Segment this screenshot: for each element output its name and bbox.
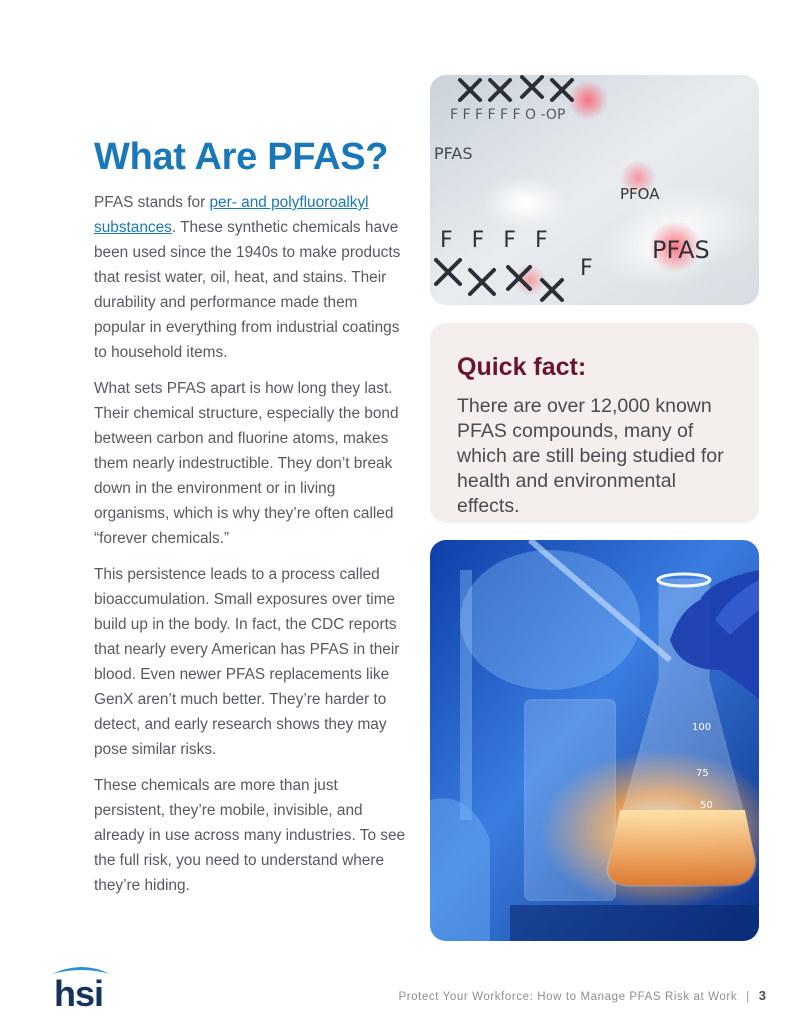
- quick-fact-text: There are over 12,000 known PFAS compounds, many of which are still being studied for health and environmental effects.: [457, 395, 724, 517]
- flask-mark-50: 50: [700, 800, 713, 811]
- paragraph-conclusion: These chemicals are more than just persistent, they’re mobile, invisible, and already in use across many industries. To see the full risk, you need to understand where they’re hiding.: [94, 777, 406, 894]
- quick-fact-title: Quick fact:: [457, 353, 587, 381]
- page-footer: [398, 988, 766, 1003]
- hsi-logo: [48, 962, 114, 1010]
- pfas-label-2: PFAS: [652, 236, 710, 264]
- footer-separator: |: [746, 991, 750, 1003]
- lab-flask-illustration: [430, 540, 759, 941]
- page-title: What Are PFAS?: [94, 136, 389, 178]
- page-number: 3: [758, 988, 766, 1003]
- quick-fact-card: [430, 323, 759, 523]
- flask-mark-75: 75: [696, 768, 709, 779]
- pfoa-label: PFOA: [620, 185, 660, 203]
- f-row-text-3: F: [580, 256, 593, 281]
- paragraph-persistence: What sets PFAS apart is how long they last. Their chemical structure, especially the bond between carbon and fluorine atoms, makes them nearly indestructible. They don’t break down in the environment or in living organisms, which is why they’re often called “forever chemicals.”: [94, 380, 399, 547]
- pfas-molecule-image: [430, 75, 759, 305]
- pfas-definition-link[interactable]: per- and polyfluoroalkyl substances: [94, 194, 369, 236]
- flask-mark-100: 100: [692, 722, 712, 733]
- footer-document-title: Protect Your Workforce: How to Manage PFAS Risk at Work: [398, 991, 738, 1003]
- intro-text-end: . These synthetic chemicals have been used since the 1940s to make products that resist water, oil, heat, and stains. Their durability and performance made them popular in everything from industrial coatings to household items.: [94, 219, 401, 361]
- f-row-text-1: F F F F F F O -OP: [450, 107, 566, 123]
- body-text: [94, 190, 412, 909]
- intro-text-start: PFAS stands for: [94, 194, 210, 211]
- paragraph-bioaccumulation: This persistence leads to a process called bioaccumulation. Small exposures over time build up in the body. In fact, the CDC reports that nearly every American has PFAS in their blood. Even newer PFAS replacements like GenX aren’t much better. They’re harder to detect, and early research shows they may pose similar risks.: [94, 566, 400, 758]
- lab-flask-image: [430, 540, 759, 941]
- paragraph-intro: [94, 190, 412, 365]
- pfas-molecule-illustration: [430, 75, 759, 305]
- logo-text: hsi: [54, 973, 104, 1010]
- pfas-label-1: PFAS: [434, 144, 473, 163]
- f-row-text-2: F F F F: [440, 228, 554, 253]
